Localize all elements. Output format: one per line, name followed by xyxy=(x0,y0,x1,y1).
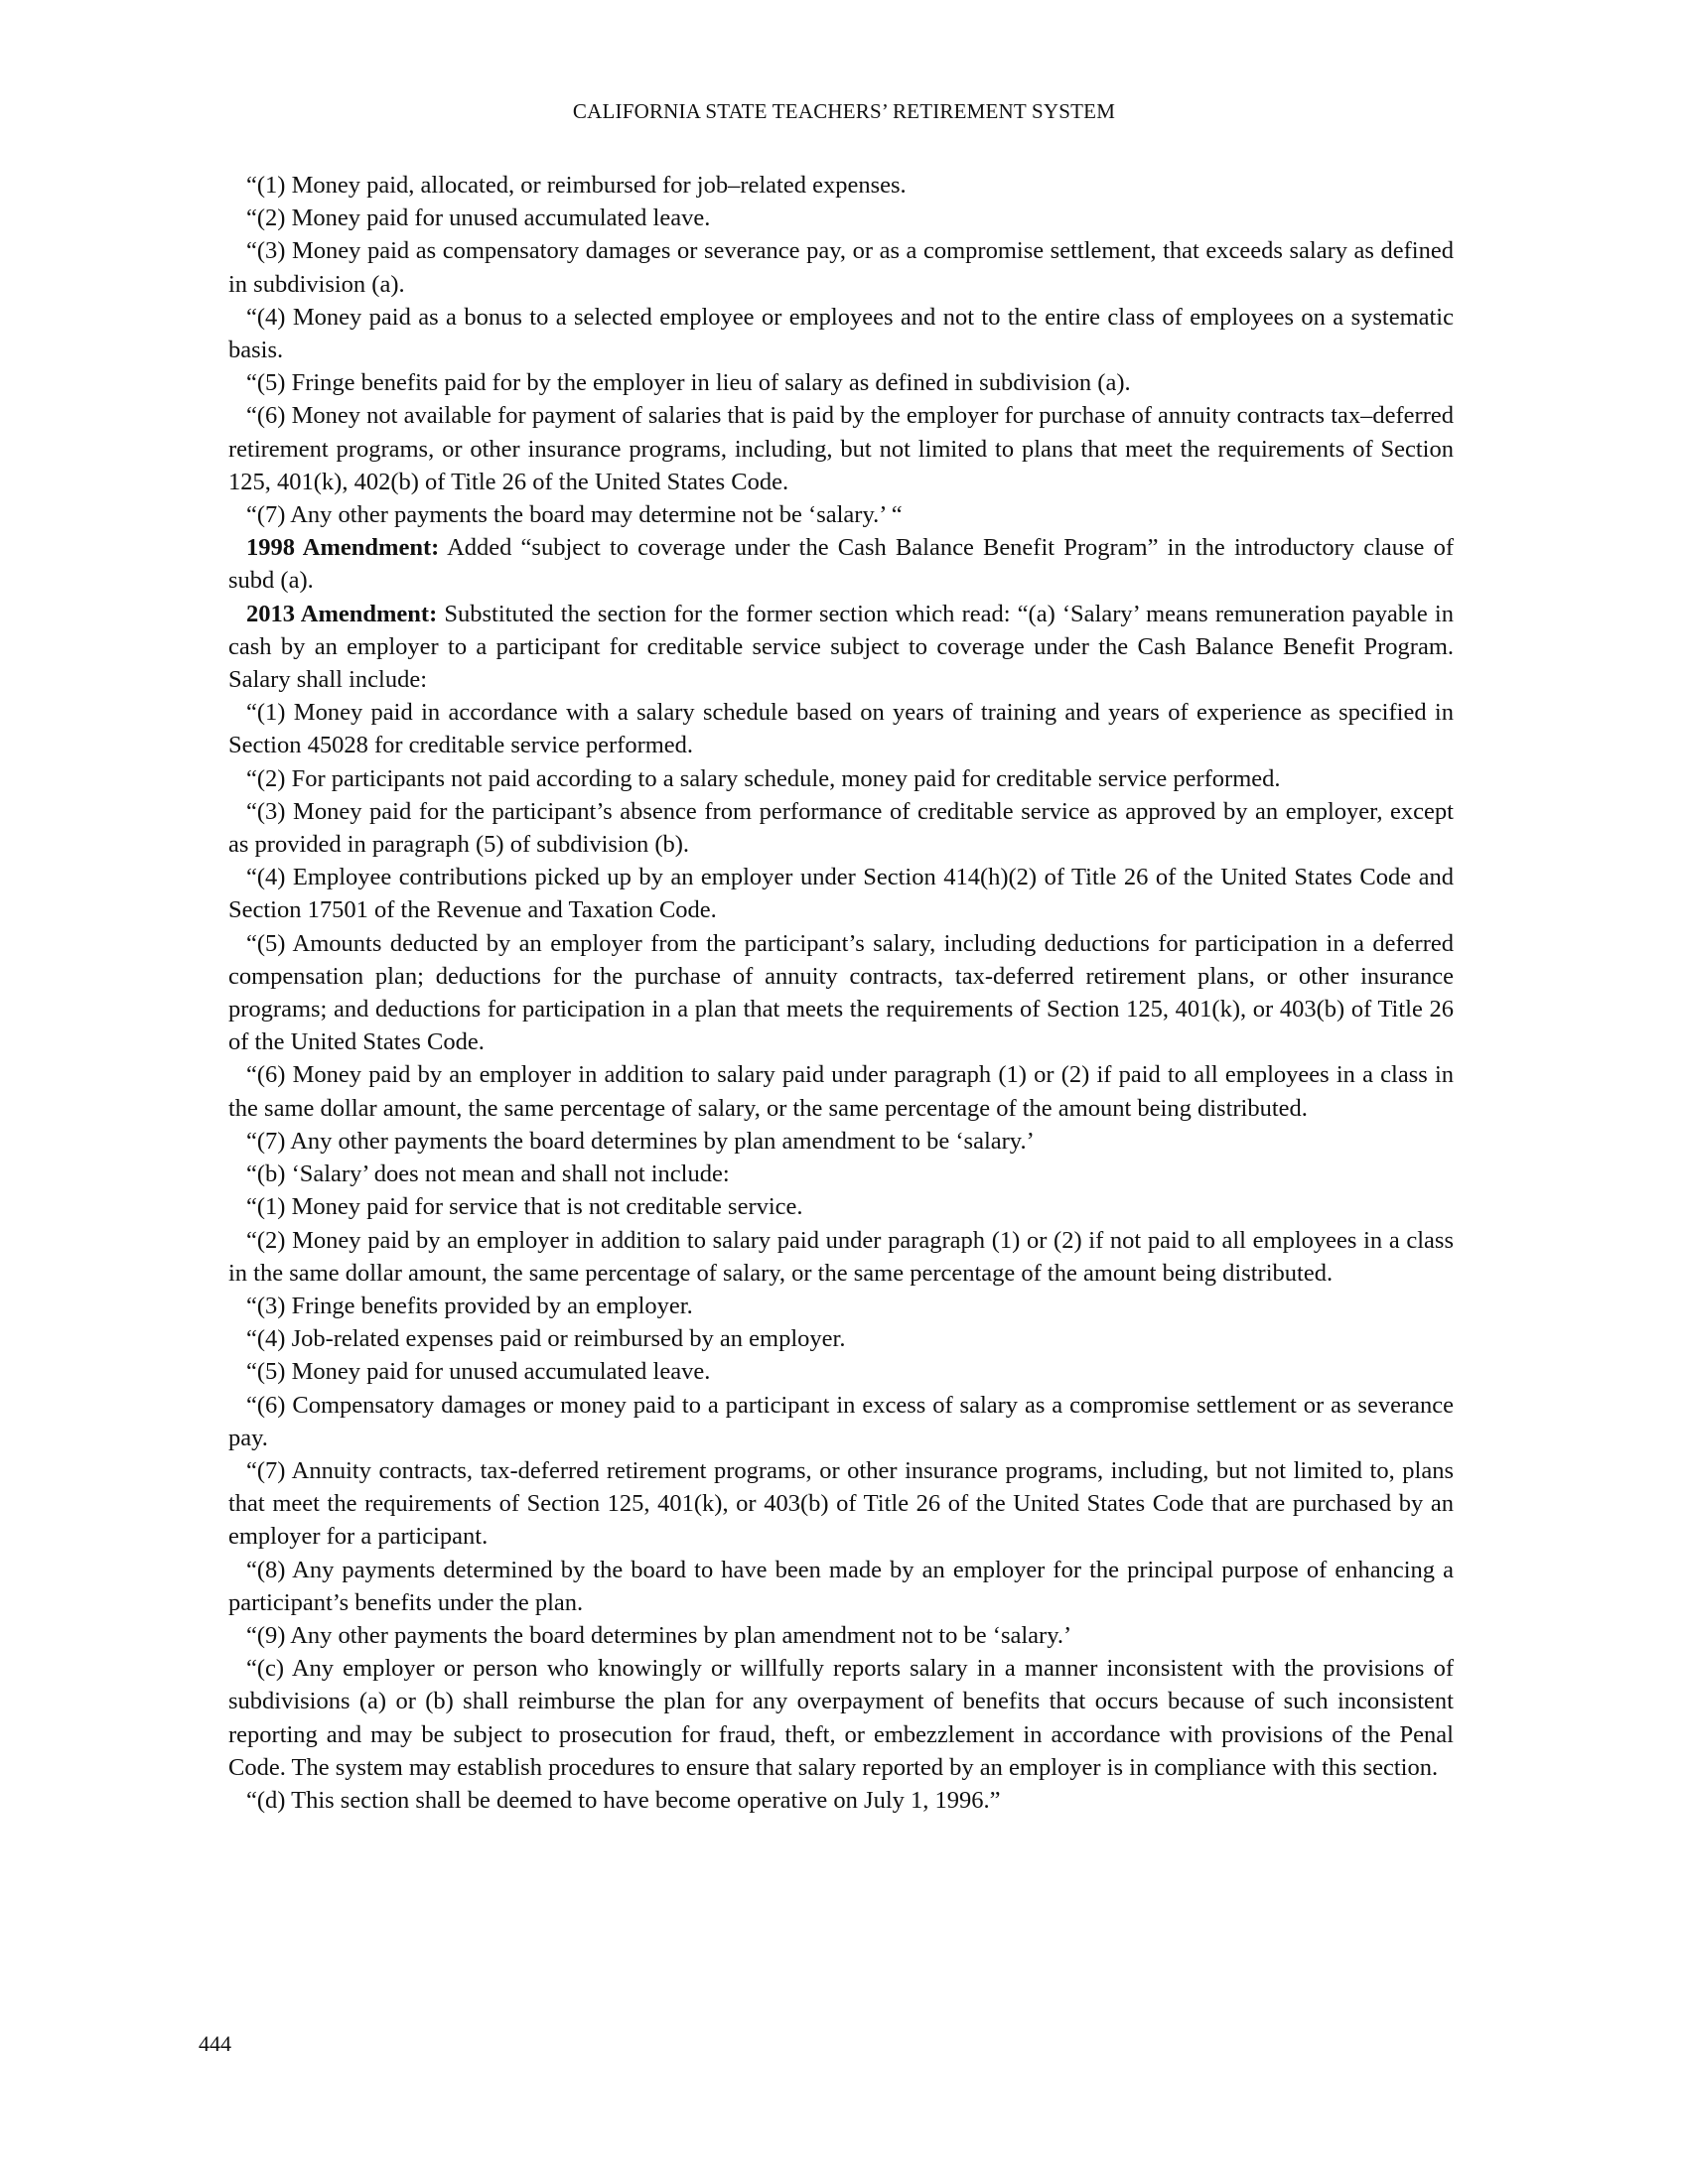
paragraph xyxy=(228,1619,1454,1652)
paragraph-text: “(5) Money paid for unused accumulated leave. xyxy=(246,1358,711,1386)
paragraph-text: “(6) Money not available for payment of salaries that is paid by the employer for purchase of annuity contracts tax–deferred retirement programs, or other insurance programs, including, but not limited to plans that meet the requirements of Section 125, 401(k), 402(b) of Title 26 of the United States Code. xyxy=(228,402,1454,495)
paragraph xyxy=(228,1158,1454,1190)
paragraph-text: “(3) Fringe benefits provided by an employer. xyxy=(246,1292,693,1319)
paragraph xyxy=(228,795,1454,861)
paragraph-text: “(1) Money paid, allocated, or reimbursed for job–related expenses. xyxy=(246,172,907,199)
paragraph-text: “(3) Money paid for the participant’s absence from performance of creditable service as approved by an employer, except as provided in paragraph (5) of subdivision (b). xyxy=(228,797,1454,859)
paragraph xyxy=(228,1290,1454,1322)
paragraph xyxy=(228,202,1454,234)
paragraph xyxy=(228,169,1454,202)
paragraph xyxy=(228,1058,1454,1124)
paragraph-text: “(5) Amounts deducted by an employer from the participant’s salary, including deductions for participation in a deferred compensation plan; deductions for the purchase of annuity contracts, tax-deferred retirement plans, or other insurance programs; and deductions for participation in a plan that meets the requirements of Section 125, 401(k), or 403(b) of Title 26 of the United States Code. xyxy=(228,929,1454,1056)
paragraph xyxy=(228,1125,1454,1158)
paragraph-text: “(c) Any employer or person who knowingly or willfully reports salary in a manner inconsistent with the provisions of subdivisions (a) or (b) shall reimburse the plan for any overpayment of benefits that occurs because of such inconsistent reporting and may be subject to prosecution for fraud, theft, or embezzlement in accordance with provisions of the Penal Code. The system may establish procedures to ensure that salary reported by an employer is in compliance with this section. xyxy=(228,1655,1454,1781)
paragraph-text: “(2) For participants not paid according to a salary schedule, money paid for creditable service performed. xyxy=(246,764,1281,792)
paragraph-text: “(6) Money paid by an employer in addition to salary paid under paragraph (1) or (2) if paid to all employees in a class in the same dollar amount, the same percentage of salary, or the same percentage of the amount being distributed. xyxy=(228,1061,1454,1122)
paragraph xyxy=(228,927,1454,1059)
paragraph xyxy=(228,1652,1454,1784)
paragraph xyxy=(228,762,1454,795)
paragraph-text: “(7) Any other payments the board may determine not be ‘salary.’ “ xyxy=(246,501,903,529)
paragraph-text: Substituted the section for the former section which read: “(a) ‘Salary’ means remuneration payable in cash by an employer to a participant for creditable service subject to coverage under the Cash Balance Benefit Program. Salary shall include: xyxy=(228,600,1454,694)
paragraph-text: “(6) Compensatory damages or money paid to a participant in excess of salary as a compromise settlement or as severance pay. xyxy=(228,1391,1454,1451)
paragraph xyxy=(228,696,1454,761)
paragraph-lead: 2013 Amendment: xyxy=(246,600,438,627)
paragraph-text: “(b) ‘Salary’ does not mean and shall not include: xyxy=(246,1160,730,1188)
paragraph xyxy=(228,1784,1454,1817)
paragraph-text: “(2) Money paid for unused accumulated leave. xyxy=(246,205,711,232)
paragraph xyxy=(228,861,1454,926)
paragraph-text: “(7) Any other payments the board determines by plan amendment to be ‘salary.’ xyxy=(246,1127,1035,1155)
paragraph xyxy=(228,1454,1454,1554)
paragraph-lead: 1998 Amendment: xyxy=(246,534,440,562)
paragraph-text: “(1) Money paid in accordance with a salary schedule based on years of training and years of experience as specified in Section 45028 for creditable service performed. xyxy=(228,699,1454,759)
paragraph-text: “(2) Money paid by an employer in addition to salary paid under paragraph (1) or (2) if not paid to all employees in a class in the same dollar amount, the same percentage of salary, or the same percentage of the amount being distributed. xyxy=(228,1226,1454,1287)
paragraph-text: “(3) Money paid as compensatory damages or severance pay, or as a compromise settlement, that exceeds salary as defined in subdivision (a). xyxy=(228,237,1454,298)
running-header: CALIFORNIA STATE TEACHERS’ RETIREMENT SYSTEM xyxy=(572,99,1116,123)
paragraph-text: “(4) Money paid as a bonus to a selected employee or employees and not to the entire class of employees on a systematic basis. xyxy=(228,303,1454,364)
document-body xyxy=(228,169,1454,1817)
paragraph-text: “(9) Any other payments the board determines by plan amendment not to be ‘salary.’ xyxy=(246,1621,1072,1649)
paragraph-text: “(1) Money paid for service that is not creditable service. xyxy=(246,1193,803,1221)
paragraph xyxy=(228,301,1454,366)
paragraph xyxy=(228,399,1454,498)
paragraph xyxy=(228,1322,1454,1355)
paragraph xyxy=(228,1554,1454,1619)
paragraph-text: “(5) Fringe benefits paid for by the employer in lieu of salary as defined in subdivision (a). xyxy=(246,369,1131,397)
paragraph-text: “(4) Job-related expenses paid or reimbursed by an employer. xyxy=(246,1325,846,1353)
paragraph xyxy=(228,366,1454,399)
paragraph xyxy=(228,1389,1454,1454)
amendment-note-2013 xyxy=(228,598,1454,697)
paragraph xyxy=(228,1190,1454,1223)
paragraph xyxy=(228,498,1454,531)
paragraph-text: “(4) Employee contributions picked up by an employer under Section 414(h)(2) of Title 26 of the United States Code and Section 17501 of the Revenue and Taxation Code. xyxy=(228,864,1454,924)
paragraph xyxy=(228,1224,1454,1290)
paragraph xyxy=(228,1355,1454,1388)
paragraph-text: “(8) Any payments determined by the board to have been made by an employer for the principal purpose of enhancing a participant’s benefits under the plan. xyxy=(228,1556,1454,1616)
amendment-note-1998 xyxy=(228,531,1454,597)
paragraph-text: “(7) Annuity contracts, tax-deferred retirement programs, or other insurance programs, including, but not limited to, plans that meet the requirements of Section 125, 401(k), or 403(b) of Title 26 of the United States Code that are purchased by an employer for a participant. xyxy=(228,1456,1454,1551)
paragraph-text: “(d) This section shall be deemed to have become operative on July 1, 1996.” xyxy=(246,1786,1001,1814)
paragraph-text: Added “subject to coverage under the Cash Balance Benefit Program” in the introductory clause of subd (a). xyxy=(228,534,1454,595)
paragraph xyxy=(228,234,1454,300)
page-number: 444 xyxy=(199,2031,231,2056)
